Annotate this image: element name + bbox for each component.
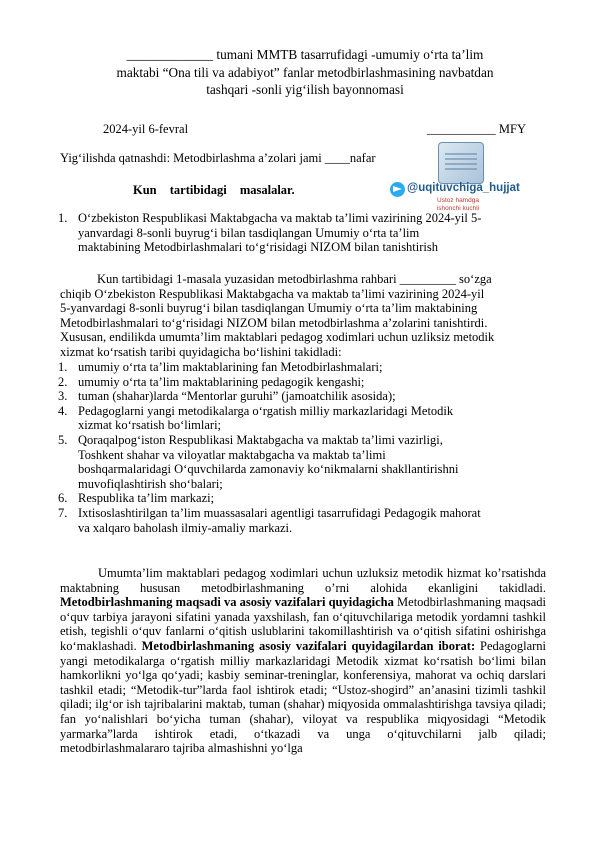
paragraph-1 <box>60 272 546 360</box>
document-header <box>60 46 550 99</box>
service-list-item <box>58 433 550 491</box>
paragraph-2-intro: Umumta’lim maktablari pedagog xodimlari uchun uzluksiz metodik hizmat ko’rsatishda maktabning hususan metodbirlashmaning o’rni alohida ekanligini takidladi. <box>60 566 546 595</box>
agenda-item-line: O‘zbekiston Respublikasi Maktabgacha va maktab ta’limi vazirining 2024-yil 5- <box>78 211 482 225</box>
list-number: 4. <box>58 403 68 418</box>
paragraph-line: Kun tartibidagi 1-masala yuzasidan metodbirlashma rahbari _________ so‘zga <box>97 272 492 286</box>
logo-handle: @uqituvchiga_hujjat <box>407 182 520 194</box>
list-line: Qoraqalpog‘iston Respublikasi Maktabgacha va maktab ta’limi vazirligi, <box>78 432 443 447</box>
list-line: va xalqaro baholash ilmiy-amaliy markazi. <box>78 520 293 535</box>
service-list-item <box>58 360 550 375</box>
list-number: 3. <box>58 389 68 404</box>
list-line: Ixtisoslashtirilgan ta’lim muassasalari agentligi tasarrufidagi Pedagogik mahorat <box>78 505 481 520</box>
service-list-item <box>58 404 550 433</box>
paragraph-line: 5-yanvardagi 8-sonli buyrug‘i bilan tasdiqlangan Umumiy o‘rta ta’lim maktabining <box>60 301 478 316</box>
header-line-1: _____________ tumani MMTB tasarrufidagi -umumiy o‘rta ta’lim <box>126 47 484 62</box>
service-list-item <box>58 389 550 404</box>
paragraph-line: chiqib O‘zbekiston Respublikasi Maktabgacha va maktab ta’limi vazirining 2024-yil <box>60 286 485 301</box>
service-list-item <box>58 491 550 506</box>
telegram-icon <box>390 182 405 197</box>
list-number: 1. <box>58 360 68 374</box>
meeting-date: 2024-yil 6-fevral <box>103 122 189 136</box>
paragraph-2-tasks: Pedagoglarni yangi metodikalarga o‘rgatish milliy markazlaridagi Metodik xizmat ko‘rsatish bo‘limi bilan hamkorlikni yo‘lga qo‘yadi; kasbiy seminar-treninglar, konferensiya, mahorat va ochiq darslari tashkil etadi; “Metodik-tur”larda faol ishtirok etadi; “Ustoz-shogird” an’anasini tizimli tashkil qiladi; ilg‘or ish tajribalarini maktab, tuman (shahar) miqyosida ommalashtirishga tavsiya qiladi; fan yo‘nalishlari bo‘yicha tuman (shahar), viloyat va respublika miqyosidagi “Metodik yarmarka”larda ishtirok etadi, o‘tkazadi va unga o‘qituvchilarni jalb qiladi; metodbirlashmalararo tajriba almashishni yo‘lga <box>60 638 547 756</box>
header-line-2: maktabi “Ona tili va adabiyot” fanlar metodbirlashmasining navbatdan <box>116 64 494 80</box>
list-line: tuman (shahar)larda “Mentorlar guruhi” (jamoatchilik asosida); <box>78 389 396 404</box>
service-list-item <box>58 506 550 535</box>
list-line: Toshkent shahar va viloyatlar maktabgacha va maktab ta’limi <box>78 447 386 462</box>
list-number: 2. <box>58 374 68 389</box>
list-line: umumiy o‘rta ta’lim maktablarining pedagogik kengashi; <box>78 374 365 389</box>
paragraph-2-bold-heading-1: Metodbirlashmaning maqsadi va asosiy vazifalari quyidagicha <box>60 595 394 610</box>
list-number: 6. <box>58 491 68 506</box>
service-list-item <box>58 375 550 390</box>
agenda-item <box>58 211 550 255</box>
attendance-line: Yig‘ilishda qatnashdi: Metodbirlashma a’zolari jami ____nafar <box>60 151 376 165</box>
list-line: muvofiqlashtirish sho‘balari; <box>78 476 223 491</box>
list-line: xizmat ko‘rsatish bo‘limlari; <box>78 418 222 433</box>
paragraph-2-purpose: Metodbirlashmaning maqsadi o‘quv tarbiya jarayoni sifatini yanada yaxshilash, fan o‘qituvchilariga metodik yordamni tashkil etish, tegishli o‘quv fanlarni o‘qitish uslublarini takomillashtirish va o‘qitish sifatini oshirishga ko‘maklashadi. <box>60 595 546 653</box>
paragraph-line: Metodbirlashmalari to‘g‘risidagi NIZOM bilan metodbirlashma a’zolarini tanishtirdi. <box>60 315 488 330</box>
agenda-title: Kun tartibidagi masalalar. <box>133 183 295 197</box>
paragraph-2 <box>60 566 546 756</box>
logo-stamp-image <box>438 142 484 184</box>
channel-logo <box>390 142 520 214</box>
list-line: Respublika ta’lim markazi; <box>78 491 215 506</box>
list-number: 7. <box>58 505 68 520</box>
agenda-list <box>58 211 550 255</box>
list-line: Pedagoglarni yangi metodikalarga o‘rgatish milliy markazlaridagi Metodik <box>78 403 454 418</box>
service-list <box>58 360 550 535</box>
paragraph-line: xizmat ko‘rsatish taribi quyidagicha bo‘lishini takidladi: <box>60 344 342 359</box>
logo-subtitle: Ustoz hamdga ishonchi kuchli <box>436 197 480 212</box>
agenda-item-line: yanvardagi 8-sonli buyrug‘i bilan tasdiqlangan Umumiy o‘rta ta’lim <box>78 225 420 240</box>
paragraph-line: Xususan, endilikda umumta’lim maktablari pedagog xodimlari uchun uzliksiz metodik <box>60 330 495 345</box>
agenda-item-line: maktabining Metodbirlashmalari to‘g‘risidagi NIZOM bilan tanishtirish <box>78 240 439 255</box>
meeting-place: ___________ MFY <box>427 122 526 136</box>
list-line: umumiy o‘rta ta’lim maktablarining fan Metodbirlashmalari; <box>78 360 383 374</box>
list-line: boshqarmalaridagi O‘quvchilarda zamonaviy ko‘nikmalarni shakllantirishni <box>78 462 459 477</box>
paragraph-2-bold-heading-2: Metodbirlashmaning asosiy vazifalari quyidagilardan iborat: <box>141 638 476 653</box>
list-number: 5. <box>58 432 68 447</box>
header-line-3: tashqari -sonli yig‘ilish bayonnomasi <box>206 82 404 97</box>
agenda-item-number: 1. <box>58 211 68 225</box>
